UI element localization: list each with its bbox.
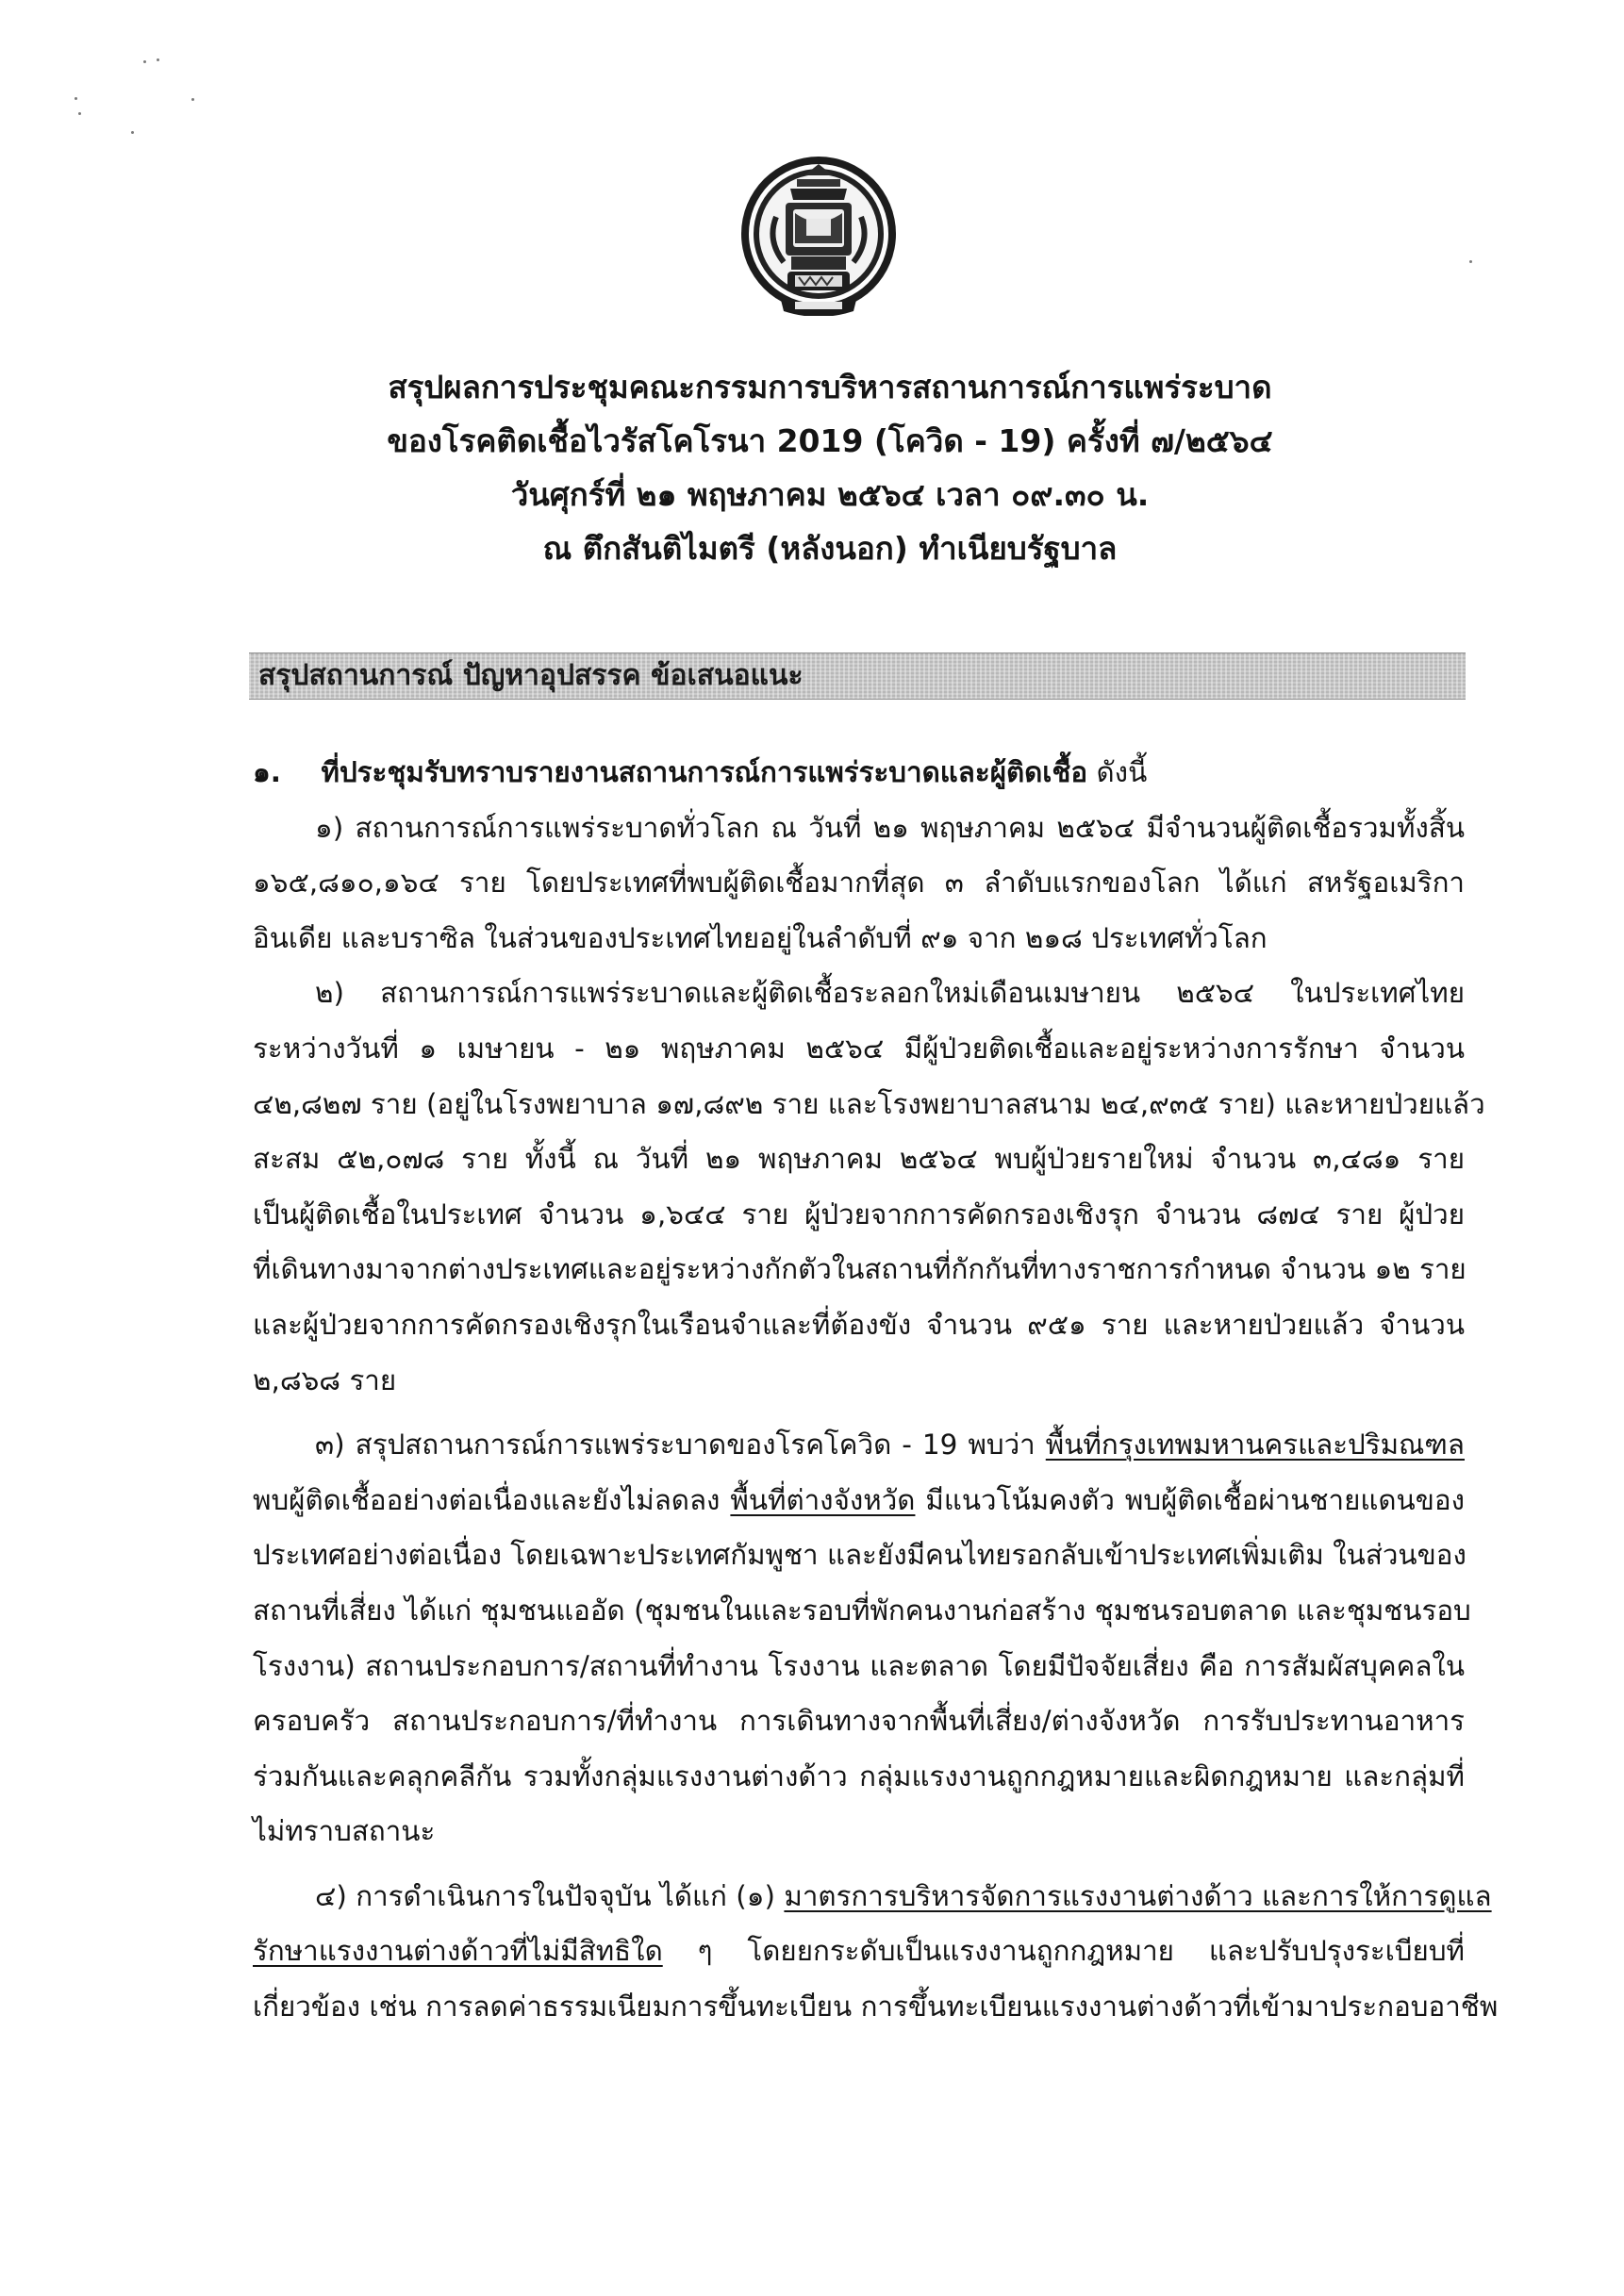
paragraph-4 [253, 1869, 1499, 2035]
text-line: ๑๖๕,๘๑๐,๑๖๔ ราย โดยประเทศที่พบผู้ติดเชื้อมากที่สุด ๓ ลำดับแรกของโลก ได้แก่ สหรัฐอเมริกา [253, 867, 1465, 900]
text-line: โรงงาน) สถานประกอบการ/สถานที่ทำงาน โรงงาน และตลาด โดยมีปัจจัยเสี่ยง คือ การสัมผัสบุคคลใน [253, 1649, 1465, 1682]
government-seal-emblem-icon [738, 151, 899, 316]
paragraph-2 [253, 966, 1485, 1408]
text-line: สะสม ๕๒,๐๗๘ ราย ทั้งนี้ ณ วันที่ ๒๑ พฤษภาคม ๒๕๖๔ พบผู้ป่วยรายใหม่ จำนวน ๓,๔๘๑ ราย [253, 1143, 1465, 1176]
scan-speck [1469, 260, 1472, 263]
text-line [253, 1417, 1465, 1473]
scan-speck [75, 97, 77, 100]
scan-speck [131, 131, 134, 134]
text-line [253, 1473, 1465, 1528]
text-line: สถานที่เสี่ยง ได้แก่ ชุมชนแออัด (ชุมชนในและรอบที่พักคนงานก่อสร้าง ชุมชนรอบตลาด และชุมชนรอบ [253, 1594, 1471, 1627]
paragraph-1 [253, 801, 1465, 966]
underlined-text: มาตรการบริหารจัดการแรงงานต่างด้าว และการให้การดูแล [784, 1879, 1492, 1912]
text-line: ครอบครัว สถานประกอบการ/ที่ทำงาน การเดินทางจากพื้นที่เสี่ยง/ต่างจังหวัด การรับประทานอาหาร [253, 1705, 1465, 1738]
section-heading-label: สรุปสถานการณ์ ปัญหาอุปสรรค ข้อเสนอแนะ [258, 659, 804, 692]
item-heading-suffix: ดังนี้ [1087, 756, 1148, 788]
text-line [253, 1924, 1465, 1979]
text-line: ๑) สถานการณ์การแพร่ระบาดทั่วโลก ณ วันที่ ๒๑ พฤษภาคม ๒๕๖๔ มีจำนวนผู้ติดเชื้อรวมทั้งสิ้น [315, 811, 1465, 844]
text-line: เกี่ยวข้อง เช่น การลดค่าธรรมเนียมการขึ้นทะเบียน การขึ้นทะเบียนแรงงานต่างด้าวที่เข้ามาประกอบอาชีพ [253, 1990, 1499, 2023]
item-1-heading [253, 745, 1465, 801]
underlined-text: พื้นที่ต่างจังหวัด [730, 1483, 916, 1516]
item-number: ๑. [253, 756, 281, 788]
paragraph-3 [253, 1417, 1471, 1859]
text-line [253, 1869, 1492, 1924]
text-run: มีแนวโน้มคงตัว พบผู้ติดเชื้อผ่านชายแดนของ [915, 1483, 1465, 1516]
underlined-text: รักษาแรงงานต่างด้าวที่ไม่มีสิทธิใด [253, 1935, 663, 1968]
text-run: ๔) การดำเนินการในปัจจุบัน ได้แก่ (๑) [315, 1879, 785, 1912]
text-line: เป็นผู้ติดเชื้อในประเทศ จำนวน ๑,๖๔๔ ราย ผู้ป่วยจากการคัดกรองเชิงรุก จำนวน ๘๗๔ ราย ผู้ป่วย [253, 1198, 1465, 1231]
document-title [358, 360, 1301, 575]
text-line: อินเดีย และบราซิล ในส่วนของประเทศไทยอยู่ในลำดับที่ ๙๑ จาก ๒๑๘ ประเทศทั่วโลก [253, 921, 1268, 954]
text-line: และผู้ป่วยจากการคัดกรองเชิงรุกในเรือนจำและที่ต้องขัง จำนวน ๙๕๑ ราย และหายป่วยแล้ว จำนวน [253, 1308, 1465, 1341]
text-line: ระหว่างวันที่ ๑ เมษายน - ๒๑ พฤษภาคม ๒๕๖๔ มีผู้ป่วยติดเชื้อและอยู่ระหว่างการรักษา จำนวน [253, 1032, 1465, 1065]
scan-speck [78, 112, 81, 115]
text-line: ร่วมกันและคลุกคลีกัน รวมทั้งกลุ่มแรงงานต่างด้าว กลุ่มแรงงานถูกกฎหมายและผิดกฎหมาย และกลุ่มที่ [253, 1759, 1465, 1792]
scan-speck [191, 98, 194, 101]
title-line: ณ ตึกสันติไมตรี (หลังนอก) ทำเนียบรัฐบาล [542, 530, 1118, 567]
scan-speck [157, 58, 159, 61]
text-line: ๒) สถานการณ์การแพร่ระบาดและผู้ติดเชื้อระลอกใหม่เดือนเมษายน ๒๕๖๔ ในประเทศไทย [315, 977, 1465, 1010]
section-heading-bar [249, 652, 1466, 700]
text-run: ๓) สรุปสถานการณ์การแพร่ระบาดของโรคโควิด - 19 พบว่า [315, 1429, 1046, 1462]
text-line: ไม่ทราบสถานะ [253, 1815, 436, 1848]
text-run: พบผู้ติดเชื้ออย่างต่อเนื่องและยังไม่ลดลง [253, 1483, 731, 1516]
underlined-text: พื้นที่กรุงเทพมหานครและปริมณฑล [1045, 1429, 1465, 1462]
document-body [253, 745, 1499, 2035]
item-heading-text: ที่ประชุมรับทราบรายงานสถานการณ์การแพร่ระบาดและผู้ติดเชื้อ [321, 756, 1088, 788]
text-line: ประเทศอย่างต่อเนื่อง โดยเฉพาะประเทศกัมพูชา และยังมีคนไทยรอกลับเข้าประเทศเพิ่มเติม ในส่วนของ [253, 1539, 1467, 1572]
scan-speck [143, 60, 146, 63]
title-line: วันศุกร์ที่ ๒๑ พฤษภาคม ๒๕๖๔ เวลา ๐๙.๓๐ น. [510, 476, 1150, 513]
title-line: ของโรคติดเชื้อไวรัสโคโรนา 2019 (โควิด - 19) ครั้งที่ ๗/๒๕๖๔ [387, 422, 1273, 459]
text-line: ที่เดินทางมาจากต่างประเทศและอยู่ระหว่างกักตัวในสถานที่กักกันที่ทางราชการกำหนด จำนวน ๑๒ ราย [253, 1253, 1467, 1286]
title-line: สรุปผลการประชุมคณะกรรมการบริหารสถานการณ์การแพร่ระบาด [388, 369, 1272, 405]
text-line: ๒,๘๖๘ ราย [253, 1363, 397, 1396]
text-line: ๔๒,๘๒๗ ราย (อยู่ในโรงพยาบาล ๑๗,๘๙๒ ราย และโรงพยาบาลสนาม ๒๔,๙๓๕ ราย) และหายป่วยแล้ว [253, 1087, 1485, 1120]
text-run: ๆ โดยยกระดับเป็นแรงงานถูกกฎหมาย และปรับปรุงระเบียบที่ [662, 1935, 1465, 1968]
